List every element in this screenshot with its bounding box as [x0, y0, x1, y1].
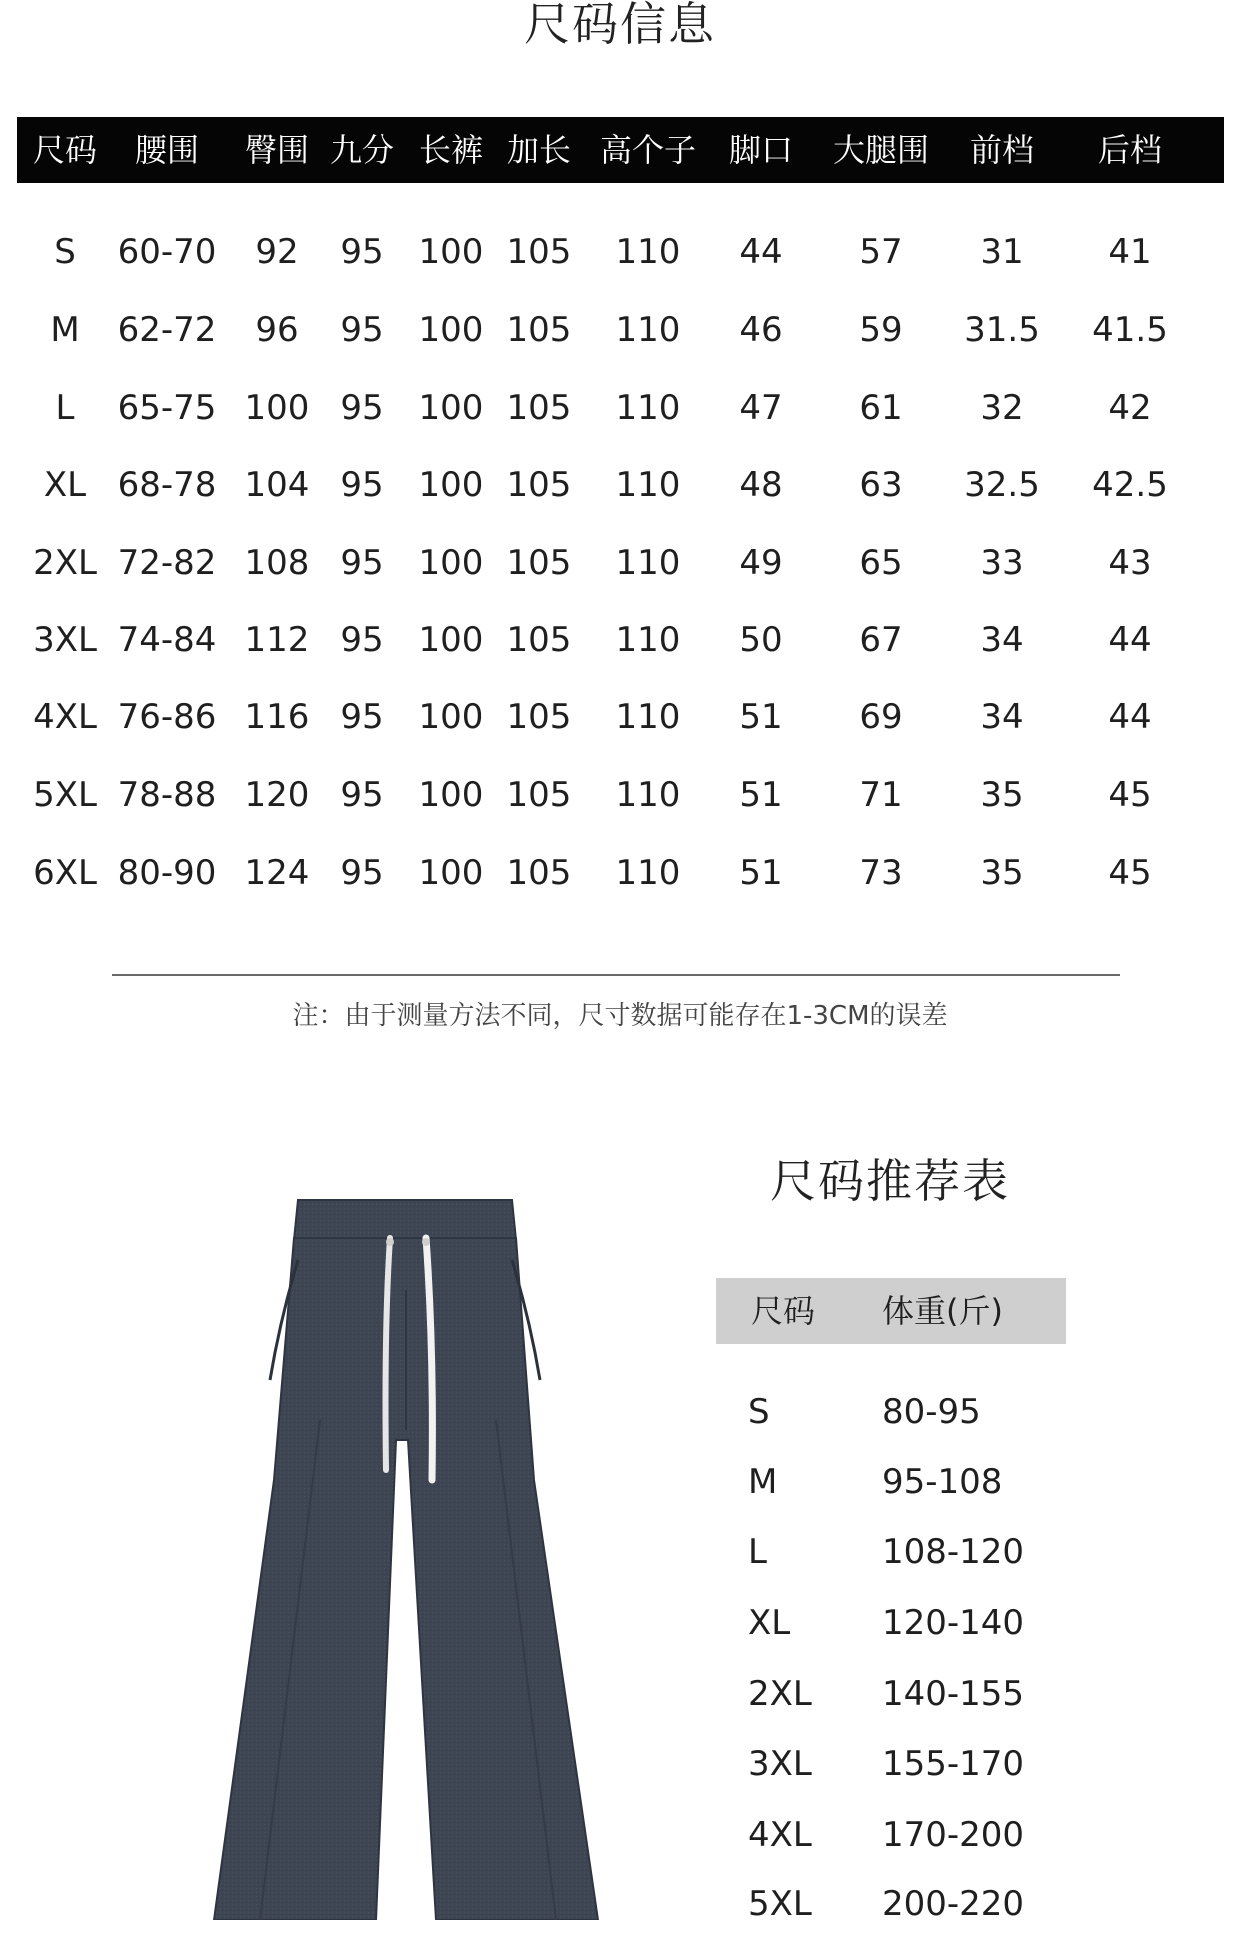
- table-cell: 105: [506, 310, 572, 350]
- table-cell: 47: [739, 388, 783, 428]
- rec-weight: 170-200: [882, 1815, 1025, 1855]
- table-cell: 105: [506, 853, 572, 893]
- divider: [112, 974, 1120, 976]
- table-cell: 80-90: [117, 853, 217, 893]
- table-row: [0, 610, 1240, 670]
- table-cell: 95: [340, 465, 384, 505]
- table-cell: 67: [859, 620, 903, 660]
- table-cell: 45: [1108, 853, 1152, 893]
- table-cell: 42.5: [1092, 465, 1168, 505]
- table-cell: 31.5: [964, 310, 1040, 350]
- list-item: [716, 1382, 1116, 1442]
- header-cell: 腰围: [134, 131, 199, 169]
- recommendation-title: 尺码推荐表: [770, 1154, 1010, 1208]
- table-cell: 95: [340, 388, 384, 428]
- header-cell: 臀围: [244, 131, 309, 169]
- list-item: [716, 1522, 1116, 1582]
- header-cell: 脚口: [728, 131, 793, 169]
- rec-size: XL: [748, 1603, 791, 1643]
- table-cell: 100: [418, 543, 484, 583]
- table-cell: 41.5: [1092, 310, 1168, 350]
- table-cell: 51: [739, 697, 783, 737]
- table-cell: S: [54, 232, 76, 272]
- table-cell: 44: [1108, 697, 1152, 737]
- table-cell: 31: [980, 232, 1024, 272]
- table-cell: 2XL: [33, 543, 97, 583]
- table-cell: 124: [244, 853, 310, 893]
- table-row: [0, 765, 1240, 825]
- table-cell: 6XL: [33, 853, 97, 893]
- table-cell: 95: [340, 543, 384, 583]
- rec-weight: 108-120: [882, 1532, 1025, 1572]
- table-cell: 120: [244, 775, 310, 815]
- table-cell: 100: [418, 232, 484, 272]
- table-cell: 42: [1108, 388, 1152, 428]
- table-cell: 4XL: [33, 697, 97, 737]
- rec-weight: 120-140: [882, 1603, 1025, 1643]
- table-cell: 48: [739, 465, 783, 505]
- table-cell: 71: [859, 775, 903, 815]
- table-cell: 33: [980, 543, 1024, 583]
- measurement-note: 注：由于测量方法不同，尺寸数据可能存在1-3CM的误差: [292, 1001, 948, 1031]
- table-cell: 100: [418, 465, 484, 505]
- table-cell: 110: [615, 697, 681, 737]
- table-cell: 35: [980, 775, 1024, 815]
- table-cell: XL: [43, 465, 87, 505]
- table-cell: 60-70: [117, 232, 217, 272]
- table-cell: 32: [980, 388, 1024, 428]
- table-cell: 110: [615, 465, 681, 505]
- list-item: [716, 1805, 1116, 1865]
- header-cell: 九分: [329, 131, 394, 169]
- table-cell: 112: [244, 620, 310, 660]
- table-cell: 45: [1108, 775, 1152, 815]
- rec-weight: 200-220: [882, 1884, 1025, 1924]
- table-cell: 95: [340, 853, 384, 893]
- table-cell: 100: [244, 388, 310, 428]
- table-cell: 95: [340, 620, 384, 660]
- table-cell: 100: [418, 388, 484, 428]
- table-row: [0, 222, 1240, 282]
- table-cell: 100: [418, 775, 484, 815]
- rec-weight: 95-108: [882, 1462, 1003, 1502]
- table-cell: 59: [859, 310, 903, 350]
- table-cell: 110: [615, 775, 681, 815]
- header-cell: 后档: [1097, 131, 1162, 169]
- table-cell: 110: [615, 232, 681, 272]
- table-cell: 46: [739, 310, 783, 350]
- table-cell: 95: [340, 775, 384, 815]
- table-cell: 51: [739, 853, 783, 893]
- table-cell: 100: [418, 620, 484, 660]
- table-cell: 76-86: [117, 697, 217, 737]
- list-item: [716, 1664, 1116, 1724]
- header-cell: 尺码: [32, 131, 97, 169]
- table-cell: 105: [506, 697, 572, 737]
- table-row: [0, 378, 1240, 438]
- table-cell: 32.5: [964, 465, 1040, 505]
- table-row: [0, 687, 1240, 747]
- rec-size: 4XL: [748, 1815, 812, 1855]
- table-cell: 110: [615, 310, 681, 350]
- rec-size: 5XL: [748, 1884, 812, 1924]
- table-cell: 50: [739, 620, 783, 660]
- header-cell: 前档: [969, 131, 1034, 169]
- table-cell: 92: [255, 232, 299, 272]
- recommendation-table-header: [716, 1278, 1066, 1344]
- size-info-title: 尺码信息: [524, 0, 716, 51]
- table-cell: 108: [244, 543, 310, 583]
- header-cell: 大腿围: [832, 131, 929, 169]
- table-cell: 61: [859, 388, 903, 428]
- table-cell: 110: [615, 388, 681, 428]
- table-cell: M: [50, 310, 80, 350]
- header-cell: 高个子: [599, 131, 696, 169]
- rec-weight: 80-95: [882, 1392, 981, 1432]
- table-cell: 100: [418, 310, 484, 350]
- table-cell: 57: [859, 232, 903, 272]
- table-cell: 105: [506, 232, 572, 272]
- table-cell: 62-72: [117, 310, 217, 350]
- header-cell: 长裤: [418, 131, 483, 169]
- list-item: [716, 1452, 1116, 1512]
- table-cell: 72-82: [117, 543, 217, 583]
- table-cell: 105: [506, 388, 572, 428]
- table-cell: 68-78: [117, 465, 217, 505]
- table-row: [0, 300, 1240, 360]
- rec-size: 2XL: [748, 1674, 812, 1714]
- table-row: [0, 843, 1240, 903]
- rec-weight: 155-170: [882, 1744, 1025, 1784]
- rec-header-weight: 体重(斤): [882, 1292, 1003, 1330]
- sweatpants-image: [200, 1180, 620, 1920]
- table-cell: 105: [506, 465, 572, 505]
- table-cell: 96: [255, 310, 299, 350]
- table-cell: 105: [506, 775, 572, 815]
- table-cell: 74-84: [117, 620, 217, 660]
- table-row: [0, 455, 1240, 515]
- table-cell: 78-88: [117, 775, 217, 815]
- table-cell: 49: [739, 543, 783, 583]
- rec-size: M: [748, 1462, 778, 1502]
- table-cell: 35: [980, 853, 1024, 893]
- table-cell: 34: [980, 697, 1024, 737]
- table-cell: 44: [1108, 620, 1152, 660]
- table-cell: 105: [506, 543, 572, 583]
- table-cell: 104: [244, 465, 310, 505]
- table-cell: 65-75: [117, 388, 217, 428]
- rec-header-size: 尺码: [751, 1292, 816, 1330]
- list-item: [716, 1734, 1116, 1794]
- list-item: [716, 1593, 1116, 1653]
- table-cell: 110: [615, 620, 681, 660]
- table-cell: 69: [859, 697, 903, 737]
- table-cell: 3XL: [33, 620, 97, 660]
- table-cell: 116: [244, 697, 310, 737]
- table-cell: 43: [1108, 543, 1152, 583]
- table-cell: 41: [1108, 232, 1152, 272]
- rec-size: 3XL: [748, 1744, 812, 1784]
- table-cell: 5XL: [33, 775, 97, 815]
- rec-size: S: [748, 1392, 770, 1432]
- rec-weight: 140-155: [882, 1674, 1025, 1714]
- table-cell: 34: [980, 620, 1024, 660]
- table-cell: 73: [859, 853, 903, 893]
- table-cell: 63: [859, 465, 903, 505]
- rec-size: L: [748, 1532, 767, 1572]
- table-cell: 100: [418, 697, 484, 737]
- table-cell: 95: [340, 697, 384, 737]
- table-row: [0, 533, 1240, 593]
- table-cell: 44: [739, 232, 783, 272]
- table-cell: 100: [418, 853, 484, 893]
- table-cell: 65: [859, 543, 903, 583]
- header-cell: 加长: [506, 131, 571, 169]
- table-cell: 51: [739, 775, 783, 815]
- table-cell: 110: [615, 543, 681, 583]
- table-cell: 95: [340, 310, 384, 350]
- list-item: [716, 1874, 1116, 1934]
- table-cell: L: [55, 388, 75, 428]
- table-cell: 110: [615, 853, 681, 893]
- size-table-header: [17, 117, 1224, 183]
- table-cell: 95: [340, 232, 384, 272]
- table-cell: 105: [506, 620, 572, 660]
